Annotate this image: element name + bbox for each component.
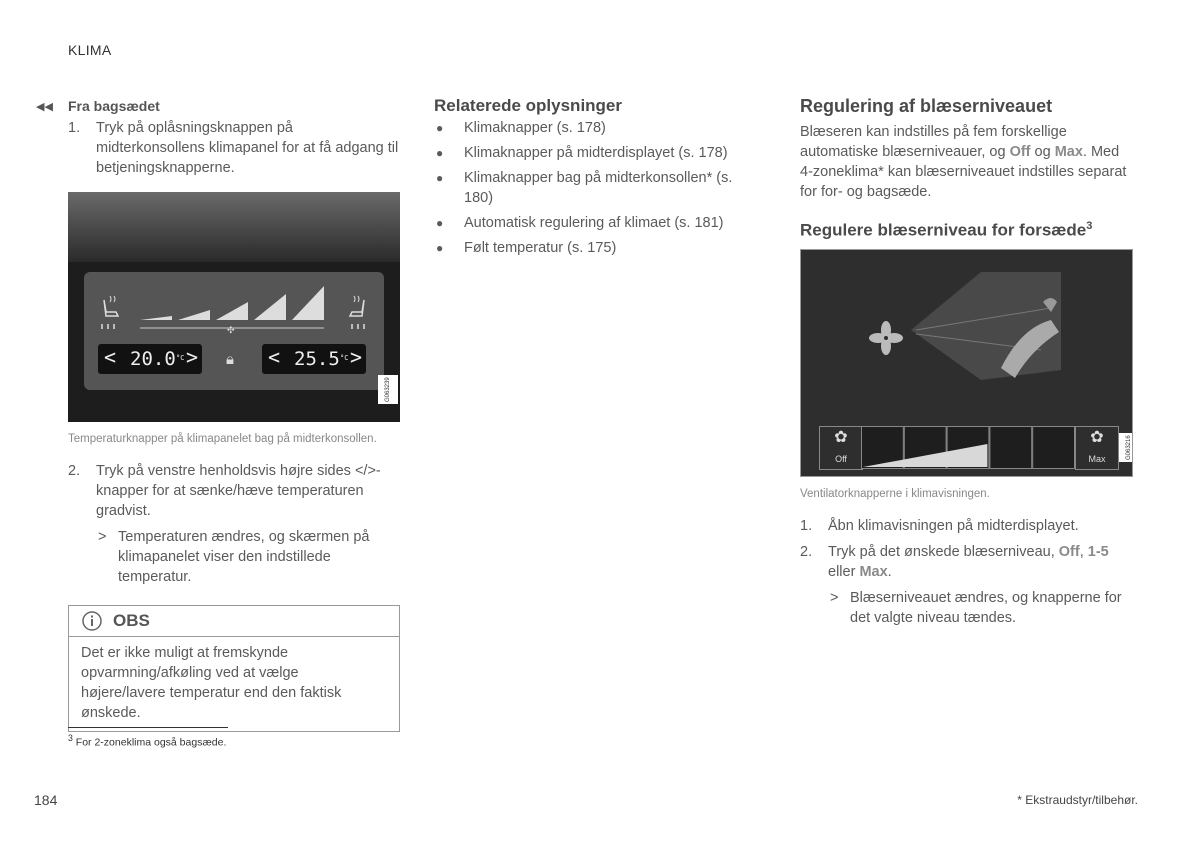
- result-text: Blæserniveauet ændres, og knapperne for det valgte niveau tændes.: [850, 589, 1122, 626]
- figure-caption: Temperaturknapper på klimapanelet bag på midterkonsollen.: [68, 433, 377, 445]
- bullet-icon: ●: [436, 171, 444, 185]
- lock-icon[interactable]: 🔒︎: [226, 351, 234, 368]
- page-number: 184: [34, 792, 58, 808]
- fan-off-button[interactable]: [819, 426, 863, 470]
- step-number: 2.: [800, 543, 813, 560]
- step-text: Åbn klimavisningen på midterdisplayet.: [828, 517, 1079, 534]
- related-link-item[interactable]: [434, 118, 764, 138]
- intro-paragraph: Blæseren kan indstilles på fem forskellige automatiske blæserniveauer, og Off og Max. Med 4-zoneklima* kan blæserniveauet indstilles separat for for- og bagsæde.: [800, 124, 1127, 200]
- bullet-icon: ●: [436, 146, 444, 160]
- related-info-heading: Relaterede oplysninger: [434, 96, 623, 115]
- fan-icon: [869, 321, 903, 355]
- step-number: 2.: [68, 463, 81, 479]
- result-text: Temperaturen ændres, og skærmen på klimapanelet viser den indstillede temperatur.: [118, 529, 370, 585]
- step-text: Tryk på venstre henholdsvis højre sides </>-knapper for at sænke/hæve temperaturen gradvist.: [96, 463, 381, 519]
- related-links-list: [434, 118, 764, 258]
- fan-icon: ✿: [834, 428, 848, 446]
- fan-icon: ✿: [1090, 428, 1104, 446]
- fan-level-5-button[interactable]: [1033, 426, 1075, 468]
- figure-code: G063239: [378, 375, 398, 404]
- result-arrow: >: [98, 529, 107, 545]
- column-left: [36, 96, 400, 732]
- right-temp-display[interactable]: [262, 344, 366, 374]
- bullet-icon: ●: [436, 121, 444, 135]
- step-result: [830, 588, 1135, 628]
- continued-marker: ◀◀: [36, 101, 53, 113]
- seat-heater-right-icon: [342, 292, 372, 332]
- fan-display-figure: [800, 249, 1133, 477]
- left-temp-value: 20.0: [130, 348, 176, 370]
- related-link-text[interactable]: Klimaknapper på midterdisplayet (s. 178): [464, 145, 728, 161]
- fan-level-bars: [140, 286, 330, 338]
- note-text: Det er ikke muligt at fremskynde opvarmning/afkøling ved at vælge højere/lavere temperatur end den faktisk ønskede.: [81, 645, 342, 721]
- result-arrow: >: [830, 589, 839, 606]
- step-2: [68, 461, 400, 521]
- fan-max-button[interactable]: [1075, 426, 1119, 470]
- note-title: OBS: [113, 611, 150, 630]
- bullet-icon: ●: [436, 241, 444, 255]
- column-right: [800, 96, 1135, 628]
- footnote: [68, 733, 226, 749]
- front-seat-subheading: Regulere blæserniveau for forsæde$^3$: [800, 220, 1093, 240]
- figure-caption: Ventilatorknapperne i klimavisningen.: [800, 487, 990, 500]
- right-temp-unit: °C: [340, 354, 349, 362]
- footnote-ref: 3: [1086, 220, 1093, 232]
- right-temp-value: 25.5: [294, 348, 340, 370]
- chevron-left-icon[interactable]: <: [268, 345, 281, 369]
- note-box: [68, 605, 400, 732]
- seat-heater-left-icon: [96, 292, 126, 332]
- step-1: [800, 516, 1135, 536]
- footer-note: * Ekstraudstyr/tilbehør.: [1017, 793, 1138, 807]
- chevron-right-icon[interactable]: >: [350, 345, 363, 369]
- fan-level-buttons[interactable]: [861, 426, 1075, 470]
- related-link-text[interactable]: Følt temperatur (s. 175): [464, 240, 617, 256]
- fan-level-4-button[interactable]: [990, 426, 1032, 468]
- related-link-item[interactable]: [434, 238, 764, 258]
- note-header: [69, 606, 399, 637]
- svg-text:✣: ✣: [227, 325, 235, 335]
- footnote-number: 3: [68, 733, 73, 743]
- step-text: Tryk på oplåsningsknappen på midterkonsollens klimapanel for at få adgang til betjeningsknapperne.: [96, 120, 399, 176]
- left-temp-display[interactable]: [98, 344, 202, 374]
- related-link-item[interactable]: [434, 143, 764, 163]
- related-link-text[interactable]: Klimaknapper bag på midterkonsollen* (s. 180): [464, 170, 733, 206]
- related-link-text[interactable]: Klimaknapper (s. 178): [464, 120, 606, 136]
- fan-regulation-heading: Regulering af blæserniveauet: [800, 96, 1053, 116]
- related-link-item[interactable]: [434, 168, 764, 208]
- subheading-rear-seat: Fra bagsædet: [68, 98, 160, 114]
- bullet-icon: ●: [436, 216, 444, 230]
- fan-max-label: Max: [1088, 453, 1106, 464]
- section-header: KLIMA: [68, 42, 112, 58]
- step-number: 1.: [800, 517, 813, 534]
- info-icon: [81, 610, 103, 632]
- column-middle: [434, 96, 764, 263]
- airflow-illustration: [801, 250, 1132, 426]
- figure-code: G063216: [1119, 433, 1133, 462]
- related-link-item[interactable]: [434, 213, 764, 233]
- fan-off-label: Off: [835, 453, 847, 464]
- related-link-text[interactable]: Automatisk regulering af klimaet (s. 181): [464, 215, 724, 231]
- footnote-text: For 2-zoneklima også bagsæde.: [75, 736, 227, 749]
- step-2: [800, 542, 1135, 582]
- footnote-divider: [68, 727, 228, 728]
- chevron-right-icon[interactable]: >: [186, 345, 199, 369]
- climate-panel-figure: [68, 192, 400, 422]
- step-1: [68, 118, 400, 178]
- step-text: Tryk på det ønskede blæserniveau, Off, 1-5 eller Max.: [828, 543, 1109, 580]
- step-result: [98, 527, 400, 587]
- chevron-left-icon[interactable]: <: [104, 345, 117, 369]
- step-number: 1.: [68, 120, 81, 136]
- left-temp-unit: °C: [176, 354, 185, 362]
